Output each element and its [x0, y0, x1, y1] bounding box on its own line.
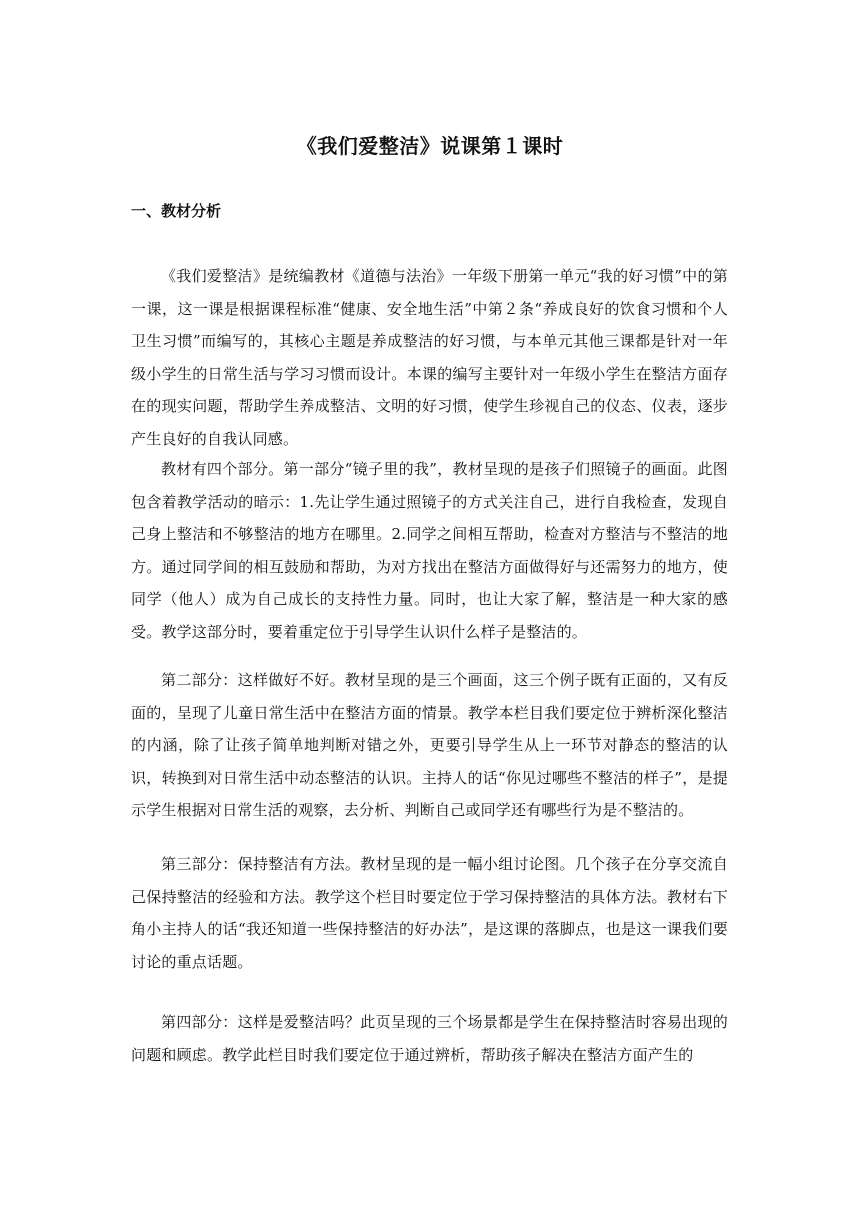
section-heading-textbook-analysis: 一、教材分析: [131, 202, 222, 220]
document-title: 《我们爱整洁》说课第１课时: [296, 134, 564, 158]
paragraph-part-three: 第三部分：保持整洁有方法。教材呈现的是一幅小组讨论图。几个孩子在分享交流自己保持整洁的经验和方法。教学这个栏目时要定位于学习保持整洁的具体方法。教材右下角小主持人的话“我还知道一些保持整洁的好办法”，是这课的落脚点，也是这一课我们要讨论的重点话题。: [131, 855, 728, 971]
paragraph-part-four: 第四部分：这样是爱整洁吗？此页呈现的三个场景都是学生在保持整洁时容易出现的问题和顾虑。教学此栏目时我们要定位于通过辨析，帮助孩子解决在整洁方面产生的: [131, 1013, 728, 1064]
paragraph-part-one: 教材有四个部分。第一部分“镜子里的我”，教材呈现的是孩子们照镜子的画面。此图包含着教学活动的暗示：1.先让学生通过照镜子的方式关注自己，进行自我检查，发现自己身上整洁和不够整洁的地方在哪里。2.同学之间相互帮助，检查对方整洁与不整洁的地方。通过同学间的相互鼓励和帮助，为对方找出在整洁方面做得好与还需努力的地方，使同学（他人）成为自己成长的支持性力量。同时，也让大家了解，整洁是一种大家的感受。教学这部分时，要着重定位于引导学生认识什么样子是整洁的。: [131, 460, 728, 641]
paragraph-part-two: 第二部分：这样做好不好。教材呈现的是三个画面，这三个例子既有正面的，又有反面的，呈现了儿童日常生活中在整洁方面的情景。教学本栏目我们要定位于辨析深化整洁的内涵，除了让孩子简单地判断对错之外，更要引导学生从上一环节对静态的整洁的认识，转换到对日常生活中动态整洁的认识。主持人的话“你见过哪些不整洁的样子”，是提示学生根据对日常生活的观察，去分析、判断自己或同学还有哪些行为是不整洁的。: [131, 671, 728, 819]
paragraph-intro: 《我们爱整洁》是统编教材《道德与法治》一年级下册第一单元“我的好习惯”中的第一课，这一课是根据课程标准“健康、安全地生活”中第２条“养成良好的饮食习惯和个人卫生习惯”而编写的，其核心主题是养成整洁的好习惯，与本单元其他三课都是针对一年级小学生的日常生活与学习习惯而设计。本课的编写主要针对一年级小学生在整洁方面存在的现实问题，帮助学生养成整洁、文明的好习惯，使学生珍视自己的仪态、仪表，逐步产生良好的自我认同感。: [131, 267, 728, 448]
